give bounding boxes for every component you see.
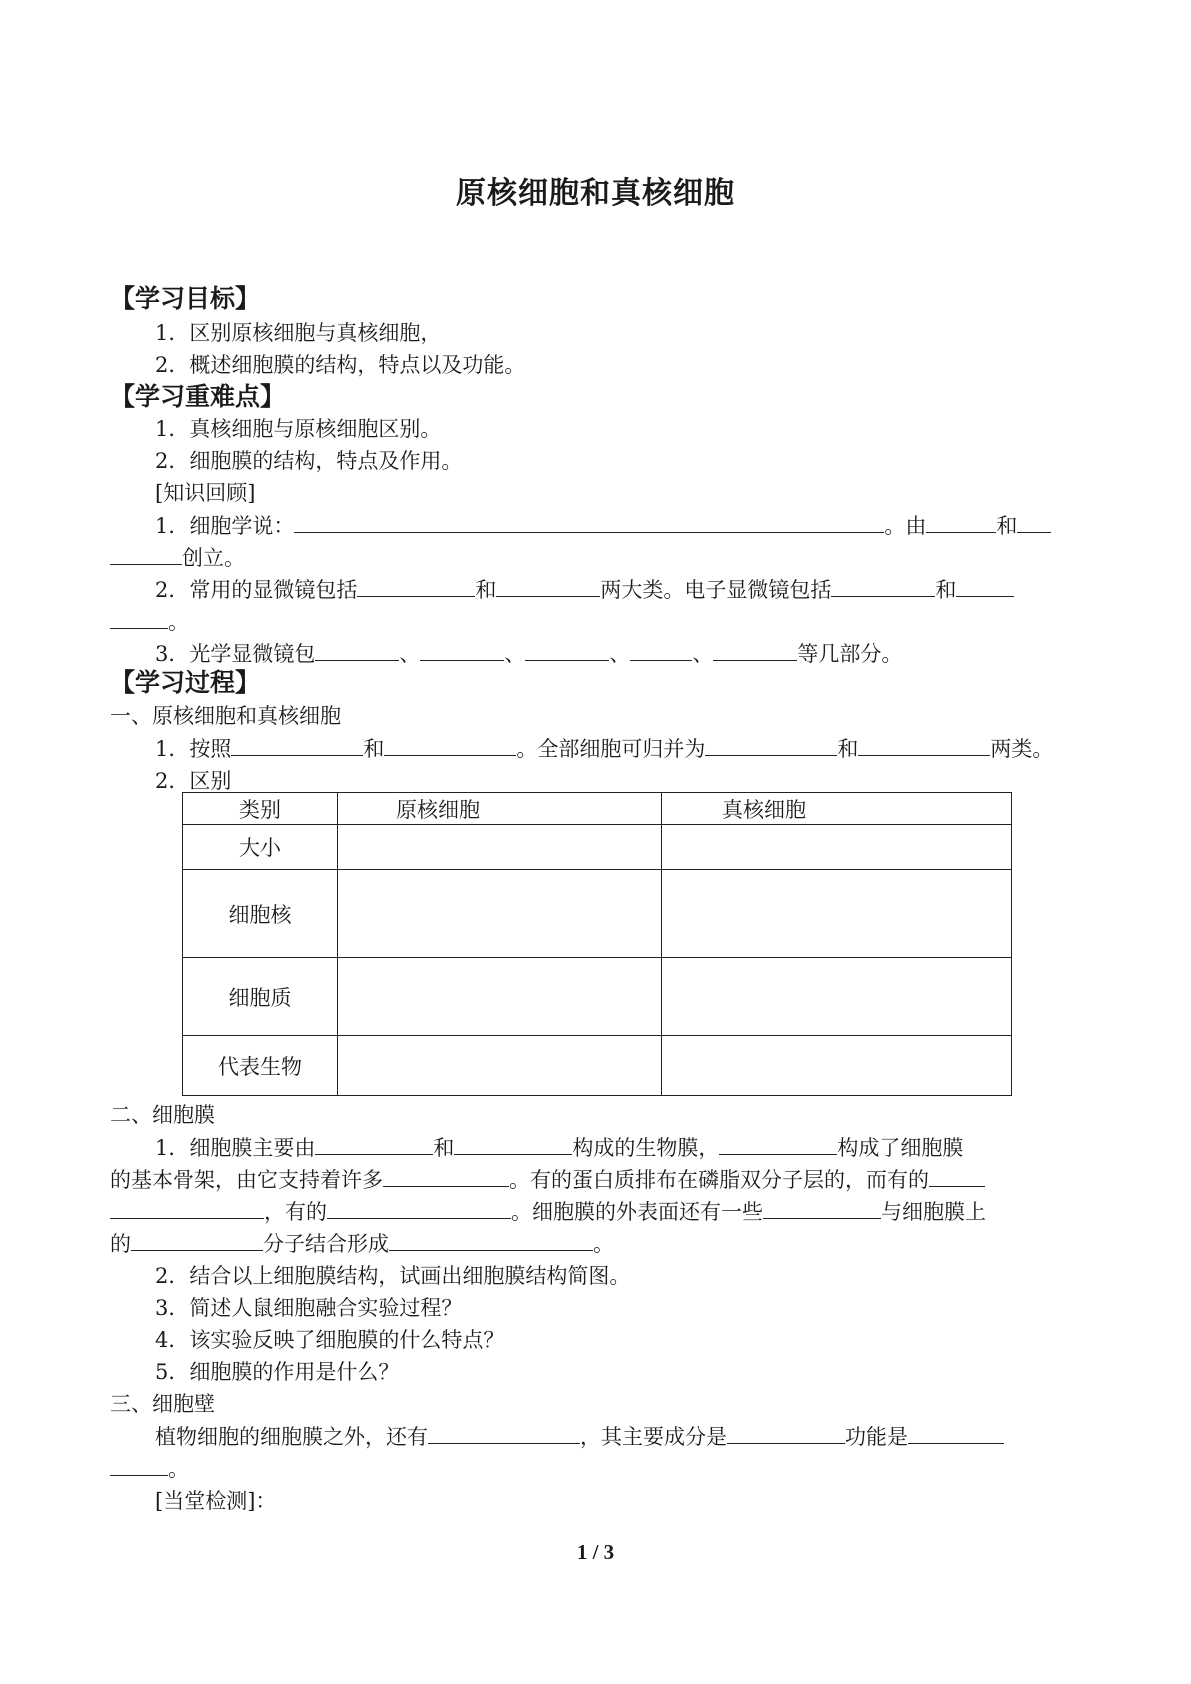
review-q3 xyxy=(155,640,902,668)
blank[interactable] xyxy=(713,640,797,661)
table-row-label: 大小 xyxy=(183,825,338,870)
part2-q1-c: 构成的生物膜， xyxy=(572,1136,720,1160)
table-cell-eukaryote[interactable] xyxy=(662,825,1012,870)
part1-q1 xyxy=(155,735,1053,763)
part2-q1-d: 构成了细胞膜 xyxy=(837,1136,964,1160)
part2-q1-k: 分子结合形成 xyxy=(263,1232,389,1256)
keypoint-item-1: 1．真核细胞与原核细胞区别。 xyxy=(155,417,442,441)
blank[interactable] xyxy=(110,544,182,565)
keypoints-heading: 【学习重难点】 xyxy=(110,382,286,411)
part2-q1-e: 的基本骨架，由它支持着许多 xyxy=(110,1168,383,1192)
blank[interactable] xyxy=(727,1423,845,1444)
review-q1-line1 xyxy=(155,512,1051,540)
blank[interactable] xyxy=(454,1134,572,1155)
blank[interactable] xyxy=(131,1230,263,1251)
table-row-label: 细胞质 xyxy=(183,958,338,1036)
part2-q4: 4．该实验反映了细胞膜的什么特点？ xyxy=(155,1328,505,1352)
blank[interactable] xyxy=(929,1166,985,1187)
part1-q2: 2．区别 xyxy=(155,769,232,793)
separator: 、 xyxy=(504,642,526,666)
table-row xyxy=(183,1036,1012,1096)
table-header-cell: 真核细胞 xyxy=(662,793,1012,825)
part2-q1-j: 的 xyxy=(110,1232,131,1256)
page-title: 原核细胞和真核细胞 xyxy=(456,176,735,211)
objective-item-1: 1．区别原核细胞与真核细胞， xyxy=(155,321,442,345)
part3-text-line2 xyxy=(110,1455,189,1483)
part2-q1-l: 。 xyxy=(593,1232,614,1256)
process-heading: 【学习过程】 xyxy=(110,668,261,697)
check-heading: [当堂检测]： xyxy=(155,1489,277,1513)
table-row xyxy=(183,958,1012,1036)
blank[interactable] xyxy=(110,608,168,629)
table-cell-eukaryote[interactable] xyxy=(662,958,1012,1036)
part2-q1-line1 xyxy=(155,1134,963,1162)
review-q1-b: 。由 xyxy=(884,514,927,538)
part1-heading: 一、原核细胞和真核细胞 xyxy=(110,704,341,728)
part3-text-line1 xyxy=(155,1423,1004,1451)
part1-q1-e: 两类。 xyxy=(990,737,1054,761)
table-cell-eukaryote[interactable] xyxy=(662,870,1012,958)
blank[interactable] xyxy=(428,1423,580,1444)
blank[interactable] xyxy=(327,1198,511,1219)
separator: 、 xyxy=(399,642,421,666)
part2-q1-line3 xyxy=(110,1198,986,1226)
review-q1-line2 xyxy=(110,544,245,572)
part2-q1-line4 xyxy=(110,1230,614,1258)
part2-q1-i: 与细胞膜上 xyxy=(881,1200,986,1224)
review-q1-c: 和 xyxy=(996,514,1018,538)
part3-text-c: 功能是 xyxy=(845,1425,908,1449)
table-row-label: 代表生物 xyxy=(183,1036,338,1096)
objectives-heading: 【学习目标】 xyxy=(110,284,261,313)
table-cell-prokaryote[interactable] xyxy=(338,1036,662,1096)
table-header-row xyxy=(183,793,1012,825)
table-row-label: 细胞核 xyxy=(183,870,338,958)
page-number: 1 / 3 xyxy=(576,1540,615,1564)
blank[interactable] xyxy=(630,640,692,661)
blank[interactable] xyxy=(719,1134,837,1155)
blank[interactable] xyxy=(1017,512,1051,533)
review-q2-a: 2．常用的显微镜包括 xyxy=(155,578,358,602)
blank[interactable] xyxy=(420,640,504,661)
table-cell-prokaryote[interactable] xyxy=(338,958,662,1036)
blank[interactable] xyxy=(956,576,1014,597)
table-row xyxy=(183,825,1012,870)
table-cell-prokaryote[interactable] xyxy=(338,825,662,870)
part2-q1-f: 。有的蛋白质排布在磷脂双分子层的，而有的 xyxy=(509,1168,929,1192)
review-q2-d: 和 xyxy=(935,578,957,602)
blank[interactable] xyxy=(926,512,996,533)
review-q2-e: 。 xyxy=(168,610,189,634)
blank[interactable] xyxy=(831,576,935,597)
blank[interactable] xyxy=(110,1455,168,1476)
comparison-table xyxy=(182,792,1012,1096)
part2-q1-g: ，有的 xyxy=(264,1200,327,1224)
part1-q1-d: 和 xyxy=(837,737,859,761)
part3-text-a: 植物细胞的细胞膜之外，还有 xyxy=(155,1425,428,1449)
blank[interactable] xyxy=(383,1166,509,1187)
review-q1-a: 1．细胞学说： xyxy=(155,514,295,538)
blank[interactable] xyxy=(389,1230,593,1251)
objective-item-2: 2．概述细胞膜的结构，特点以及功能。 xyxy=(155,353,526,377)
part2-q1-line2 xyxy=(110,1166,985,1194)
part2-q1-b: 和 xyxy=(433,1136,455,1160)
review-q3-a: 3．光学显微镜包 xyxy=(155,642,316,666)
blank[interactable] xyxy=(858,735,990,756)
part2-q5: 5．细胞膜的作用是什么？ xyxy=(155,1360,400,1384)
part3-heading: 三、细胞壁 xyxy=(110,1392,215,1416)
blank[interactable] xyxy=(294,512,884,533)
blank[interactable] xyxy=(705,735,837,756)
table-row xyxy=(183,870,1012,958)
review-q2-b: 和 xyxy=(475,578,497,602)
table-cell-prokaryote[interactable] xyxy=(338,870,662,958)
review-q2-c: 两大类。电子显微镜包括 xyxy=(600,578,832,602)
separator: 、 xyxy=(692,642,714,666)
separator: 、 xyxy=(609,642,631,666)
blank[interactable] xyxy=(384,735,516,756)
part1-q1-a: 1．按照 xyxy=(155,737,232,761)
part2-q3: 3．简述人鼠细胞融合实验过程？ xyxy=(155,1296,463,1320)
blank[interactable] xyxy=(496,576,600,597)
table-header-cell: 原核细胞 xyxy=(338,793,662,825)
part3-text-b: ，其主要成分是 xyxy=(580,1425,727,1449)
blank[interactable] xyxy=(908,1423,1004,1444)
blank[interactable] xyxy=(315,640,399,661)
blank[interactable] xyxy=(315,1134,433,1155)
blank[interactable] xyxy=(763,1198,881,1219)
part2-heading: 二、细胞膜 xyxy=(110,1103,215,1127)
keypoint-item-2: 2．细胞膜的结构，特点及作用。 xyxy=(155,449,463,473)
part2-q1-a: 1．细胞膜主要由 xyxy=(155,1136,316,1160)
review-heading: [知识回顾] xyxy=(155,481,256,505)
part2-q1-h: 。细胞膜的外表面还有一些 xyxy=(511,1200,763,1224)
blank[interactable] xyxy=(231,735,363,756)
review-q3-end: 等几部分。 xyxy=(797,642,903,666)
review-q1-d: 创立。 xyxy=(182,546,245,570)
blank[interactable] xyxy=(525,640,609,661)
part1-q1-c: 。全部细胞可归并为 xyxy=(516,737,706,761)
part2-q2: 2．结合以上细胞膜结构，试画出细胞膜结构简图。 xyxy=(155,1264,631,1288)
blank[interactable] xyxy=(110,1198,264,1219)
review-q2-line1 xyxy=(155,576,1014,604)
blank[interactable] xyxy=(357,576,475,597)
part3-text-d: 。 xyxy=(168,1457,189,1481)
review-q2-line2 xyxy=(110,608,189,636)
table-cell-eukaryote[interactable] xyxy=(662,1036,1012,1096)
part1-q1-b: 和 xyxy=(363,737,385,761)
table-header-cell: 类别 xyxy=(183,793,338,825)
